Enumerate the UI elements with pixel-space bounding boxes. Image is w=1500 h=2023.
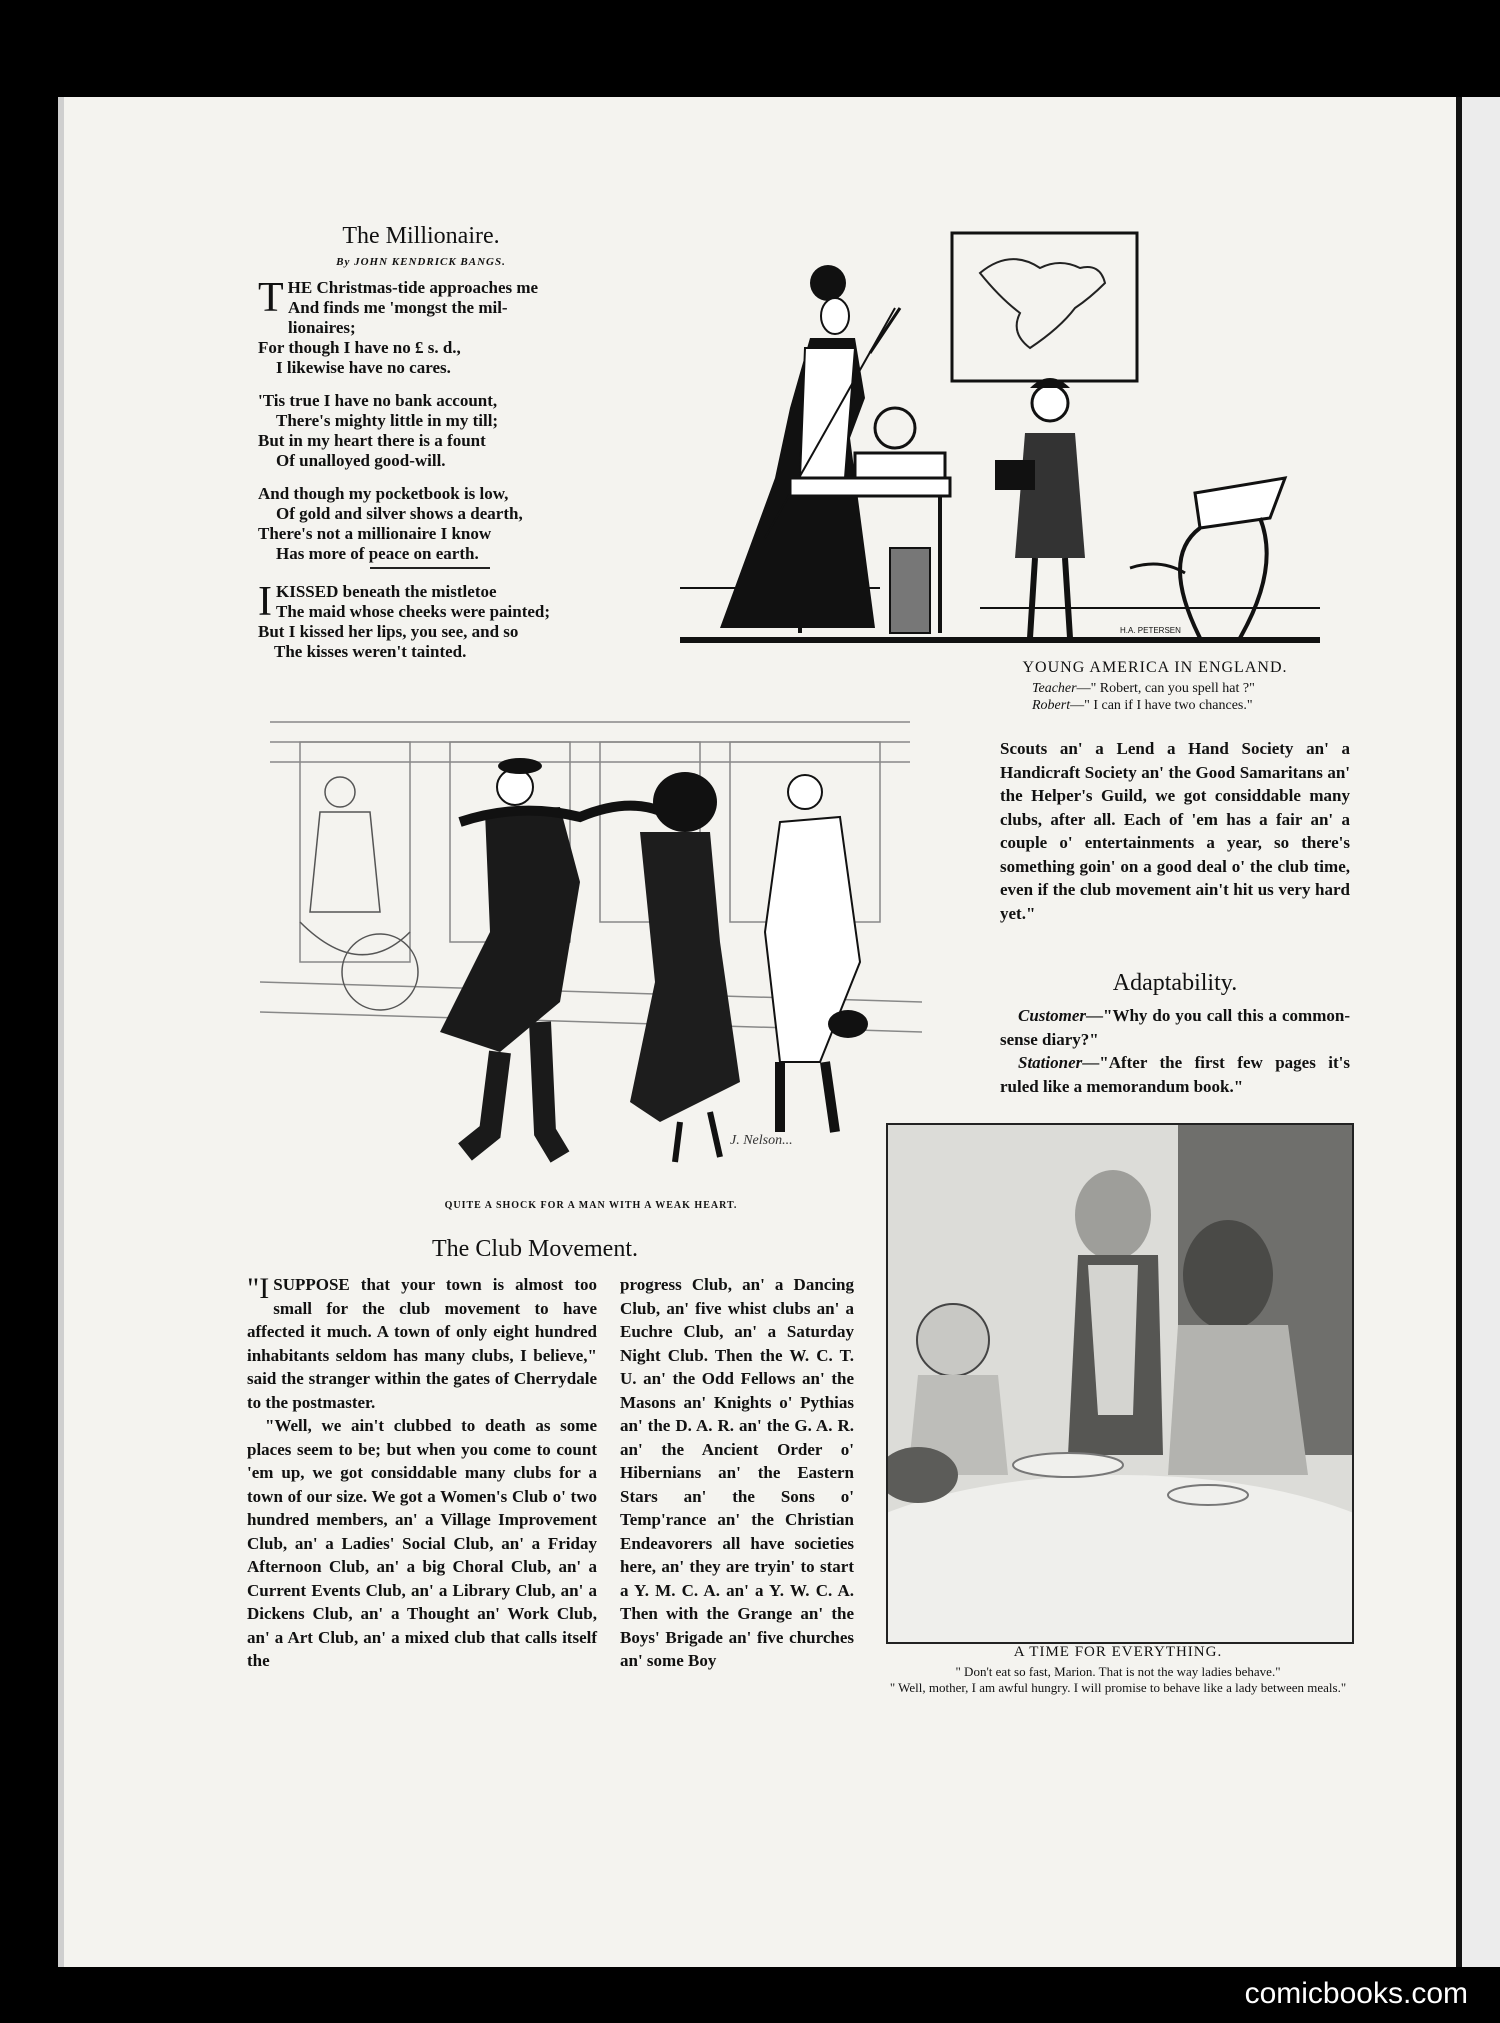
poem-line: There's not a millionaire I know	[258, 524, 492, 543]
dinner-dialogue	[886, 1664, 1350, 1696]
stationer-line	[1000, 1051, 1350, 1098]
club-paragraph-2	[247, 1414, 597, 1673]
poem-line: Of gold and silver shows a dearth,	[276, 504, 523, 523]
teacher-line	[1032, 680, 1362, 697]
robert-dialogue: —" I can if I have two chances."	[1070, 698, 1253, 713]
club-paragraph-3	[620, 1273, 854, 1673]
dinner-line-1: " Don't eat so fast, Marion. That is not the way ladies behave."	[955, 1664, 1281, 1679]
poem-byline: By JOHN KENDRICK BANGS.	[336, 256, 506, 268]
poem-stanza-1	[258, 275, 610, 378]
verse-line: The maid whose cheeks were painted;	[276, 602, 551, 621]
poem-stanza-3	[258, 484, 610, 564]
poem-body	[258, 275, 610, 577]
club-text-4: Scouts an' a Lend a Hand Society an' a Handicraft Society an' the Good Samaritans an' the Helper's Guild, we got considdable many clubs, after all. Each of 'em has a fair an' a couple o' entertainments a year, so there's something goin' on a good deal o' the club time, even if the club movement ain't hit us very hard yet."	[1000, 739, 1350, 923]
dinner-illustration	[886, 1123, 1354, 1644]
club-text-1: SUPPOSE that your town is almost too small for the club movement to have affected it much. A town of only eight hundred inhabitants seldom has many clubs, I believe," said the stranger within the gates of Cherrydale to the postmaster.	[247, 1275, 597, 1412]
poem-line: 'Tis true I have no bank account,	[258, 391, 498, 410]
club-column-3	[1000, 737, 1350, 925]
section-divider	[370, 567, 490, 569]
adaptability-body	[1000, 1004, 1350, 1098]
speaker-teacher: Teacher	[1032, 681, 1077, 696]
club-text-2: "Well, we ain't clubbed to death as some places seem to be; but when you come to count 'em up, we got considdable many clubs for a town of our size. We got a Women's Club o' two hundred members, an' a Village Improvement Club, an' a Ladies' Social Club, an' a Friday Afternoon Club, an' a big Choral Club, an' a Current Events Club, an' a Library Club, an' a Dickens Club, an' a Thought an' Work Club, an' a Art Club, an' a mixed club that calls itself the	[247, 1416, 597, 1670]
page-edge	[58, 97, 64, 1967]
poem-line: Has more of peace on earth.	[276, 544, 479, 563]
poem-line: HE Christmas-tide approaches me	[287, 278, 539, 297]
speaker-customer: Customer	[1018, 1006, 1087, 1025]
poem-stanza-2	[258, 391, 610, 471]
stationer-dialogue: —"After the first few pages it's ruled like a memorandum book."	[1000, 1053, 1350, 1096]
verse-line: The kisses weren't tainted.	[274, 642, 467, 661]
poem-dropcap: T	[258, 275, 284, 321]
schoolroom-caption-title: YOUNG AMERICA IN ENGLAND.	[1022, 659, 1288, 676]
street-caption: QUITE A SHOCK FOR A MAN WITH A WEAK HEART.	[444, 1200, 738, 1211]
robert-line	[1032, 697, 1362, 714]
club-text-3: progress Club, an' a Dancing Club, an' five whist clubs an' a Euchre Club, an' a Saturday Night Club. Then the W. C. T. U. an' the Odd Fellows an' the Masons an' Knights o' Pythias an' the D. A. R. an' the G. A. R. an' the Ancient Order o' Hibernians an' the Eastern Stars an' the Sons o' Temp'rance an' the Christian Endeavorers all have societies here, an' they are tryin' to start a Y. M. C. A. an' a Y. W. C. A. Then with the Grange an' the Boys' Brigade an' five churches an' some Boy	[620, 1275, 854, 1670]
street-signature: J. Nelson...	[730, 1133, 793, 1148]
schoolroom-illustration	[680, 228, 1320, 653]
club-column-2	[620, 1273, 854, 1673]
adaptability-title: Adaptability.	[1112, 970, 1238, 996]
poem-line: And finds me 'mongst the mil-	[288, 298, 508, 317]
customer-line	[1000, 1004, 1350, 1051]
club-dropcap: "I	[247, 1272, 270, 1305]
customer-dialogue: —"Why do you call this a common-sense diary?"	[1000, 1006, 1350, 1049]
teacher-dialogue: —" Robert, can you spell hat ?"	[1076, 681, 1255, 696]
poem-line: lionaires;	[288, 318, 356, 337]
club-column-1	[247, 1273, 597, 1673]
verse-dropcap: I	[258, 579, 272, 625]
next-page-edge	[1462, 97, 1500, 1967]
poem-line: But in my heart there is a fount	[258, 431, 486, 450]
poem-line: For though I have no £ s. d.,	[258, 338, 461, 357]
street-illustration	[260, 682, 922, 1192]
kiss-verse	[258, 579, 618, 662]
club-paragraph-1	[247, 1273, 597, 1414]
poem-title: The Millionaire.	[342, 223, 500, 249]
dinner-line-2: " Well, mother, I am awful hungry. I will promise to behave like a lady between meals."	[889, 1680, 1347, 1695]
poem-line: And though my pocketbook is low,	[258, 484, 509, 503]
poem-line: Of unalloyed good-will.	[276, 451, 446, 470]
verse-line: But I kissed her lips, you see, and so	[258, 622, 519, 641]
verse-line: KISSED beneath the mistletoe	[276, 582, 497, 601]
speaker-robert: Robert	[1032, 698, 1071, 713]
dinner-caption-title: A TIME FOR EVERYTHING.	[1013, 1644, 1223, 1660]
schoolroom-dialogue	[1000, 680, 1362, 714]
club-paragraph-4	[1000, 737, 1350, 925]
speaker-stationer: Stationer	[1018, 1053, 1083, 1072]
watermark: comicbooks.com	[1244, 1977, 1468, 2010]
poem-line: There's mighty little in my till;	[276, 411, 499, 430]
schoolroom-signature: H.A. PETERSEN	[1120, 626, 1181, 635]
poem-line: I likewise have no cares.	[276, 358, 451, 377]
club-title: The Club Movement.	[432, 1236, 638, 1262]
